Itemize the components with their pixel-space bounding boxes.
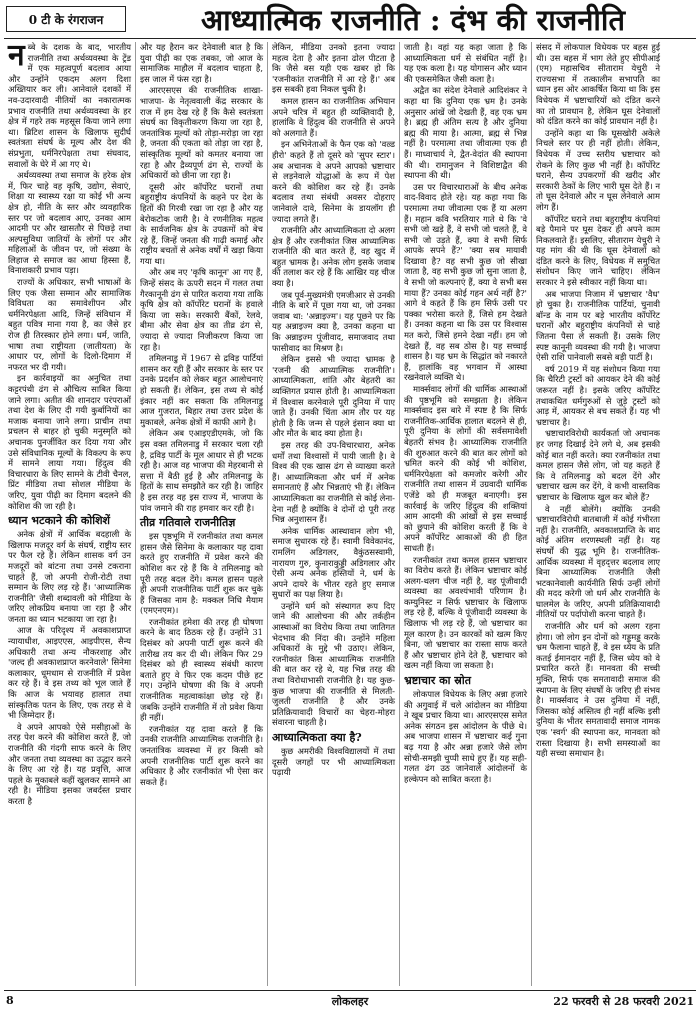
paragraph: लेकिन अब एआइएडीएमके, जो कि इस वक्त तमिलनाडु में सरकार चला रही है, द्रविड़ पार्टी के मूल आधार से ही भटक रही है। आज वह भाजपा की मेहरबानी से सत्ता में बैठी हुई है और तमिलनाडु के हितों के साथ समझौते कर रही है। जाहिर है इस तरह वह इस राज्य में, भाजपा के पांव जमाने की राह हमवार कर रही है। [140,428,263,513]
paragraph: कुछ अमरीकी विश्वविद्यालयों में तथा दूसरी जगहों पर भी आध्यात्मिकता पढ़ायी [272,746,395,778]
paragraph: अनेक धार्मिक आस्थावान लोग भी, समाज सुधारक रहे हैं। स्वामी विवेकानंद, रामलिंग अडिगलर, वैकुंठसस्वामी, नारायण गुरु, कुनाराकुड्डी अडिगलार और ऐसी अन्य अनेक हस्तियों ने, धर्म के अपने दायरे के भीतर रहते हुए समाज सुधारों का पक्ष लिया है। [272,525,395,600]
column-3 [268,42,400,986]
paragraph: मार्क्सवाद लोगों की धार्मिक आस्थाओं की पृष्ठभूमि को समझता है। लेकिन मार्क्सवाद इस बारे में स्पष्ट है कि सिर्फ राजनीतिक-आर्थिक हालात बदलने से ही, पूरी दुनिया के लोगों की सर्वसमावेशी बेहतरी संभव है। आध्यात्मिक राजनीति की शुरुआत करने की बात कर लोगों को भ्रमित करने की कोई भी कोशिश, धर्मनिरपेक्षता को कमजोर करेगी और राजनीति तथा शासन में उग्रवादी धार्मिक एजेंडे को ही मजबूत बनाएगी। इस कार्रवाई के जरिए हिंदुत्व की शक्तियां आम आदमी की आंखों से इस सच्चाई को छुपाने की कोशिश करती हैं कि वे अपने कॉर्पोरेट आकाओं की ही हित साधती हैं। [404,384,527,553]
column-1 [4,42,136,986]
paragraph: लेकिन इससे भी ज्यादा भ्रामक है 'रजनी की आध्यात्मिक राजनीति'। आध्यात्मिकता, शांति और बेहतरी का व्यक्तिगत प्रयास होती है। आध्यात्मिकता में विश्वास करनेवाले पूरी दुनिया में पाए जाते हैं। उनकी चिंता आम तौर पर यह होती है कि जन्म से पहले इंसान क्या था और मौत के बाद क्या होता है। [272,354,395,439]
paragraph: लेकिन, मीडिया उनको इतना ज्यादा महत्व देता है और इतना ढोल पीटता है कि जैसे बस यही एक खबर हो कि 'रजनीकांत राजनीति में आ रहे हैं।' अब इस सबकी हवा निकल चुकी है। [272,42,395,95]
paragraph: इन कार्रवाइयों का अनुचित तथा कट्टरपंथी ढंग से औचित्य साबित किया जाने लगा। अतीत की शानदार परंपराओं तथा देश के लिए दी गयी कुर्बानियों का मजाक बनाया जाने लगा। प्राचीन तथा प्रचलन से बाहर हो चुकी मनुस्मृति को अचानक पुनर्जीवित कर दिया गया और उसे संविधानिक मूल्यों के विकल्प के रूप में सामने लाया गया। हिंदुत्व की विचारधारा के लिए सामने के टीवी चैनल, प्रिंट मीडिया तथा सोशल मीडिया के जरिए, युवा पीढ़ी का दिमाग बदलने की कोशिश की जा रही है। [8,373,131,511]
paragraph: वे अपने आपको ऐसे मसीहाओं के तरह पेश करने की कोशिश करते हैं, जो राजनीति की गंदगी साफ करने के लिए और जनता तथा व्यवस्था का उद्धार करने के लिए आ रहे हैं। यह प्रवृत्ति, आज पहले के मुकाबले कहीं खुलकर सामने आ रही है। मीडिया इसका जबर्दस्त प्रचार करता है [8,721,131,806]
paragraph: भ्रष्टाचारविरोधी कार्यकर्ता जो अचानक हर जगह दिखाई देने लगे थे, अब इसकी कोई बात नहीं करते। क्या रजनीकांत तथा कमल हासन जैसे लोग, जो यह कहते हैं कि वे तमिलनाडु को बदल देंगे और भ्रष्टाचार खत्म कर देंगे, वे कभी वास्तविक भ्रष्टाचार के खिलाफ खुल कर बोले हैं? [536,428,660,502]
paragraph: दूसरी ओर कॉर्पोरेट घरानों तथा बहुराष्ट्रीय कंपनियों के कहने पर देश के हितों की गिरवी रखा जा रहा है और यह बेरोकटोक जारी है। वे रणनीतिक महत्व के सार्वजनिक क्षेत्र के उपक्रमों को बेच रहे हैं, जिन्हें जनता की गाढ़ी कमाई और राष्ट्रीय बचतों से अनेक वर्षों में खड़ा किया गया था। [140,181,263,266]
column-5 [532,42,664,986]
column-4 [400,42,532,986]
paragraph: इस पृष्ठभूमि में रजनीकांत तथा कमल हासन जैसे सिनेमा के कलाकार यह दावा करते हुए राजनीति में प्रवेश करने की कोशिश कर रहे हैं कि वे तमिलनाडु को पूरी तरह बदल देंगे। कमल हासन पहले ही अपनी राजनीतिक पार्टी शुरू कर चुके हैं जिसका नाम है: मक्कल निधि मैयाम (एमएनएम)। [140,531,263,616]
paragraph: राजनीति और धर्म को अलग रहना होगा। जो लोग इन दोनों को गड्डमड्ड करके भ्रम फैलाना चाहते हैं, वे इस ध्येय के प्रति कतई ईमानदार नहीं हैं, जिस ध्येय को वे प्रचारित करते हैं। मानवता की सच्ची मुक्ति, सिर्फ एक समतावादी समाज की स्थापना के लिए संघर्षों के जरिए ही संभव है। मार्क्सवाद ने उस दुनिया में नहीं, जिसका कोई अस्तित्व ही नहीं बल्कि इसी दुनिया के भीतर समतावादी समाज नामक एक 'स्वर्ग' की स्थापना कर, मानवता को रास्ता दिखाया है। सभी समस्याओं का यही सच्चा समाधान है। [536,621,660,759]
paragraph: तमिलनाडु में 1967 से द्रविड़ पार्टियां शासन कर रही हैं और सरकार के स्तर पर उनके प्रदर्शन को लेकर बहुत आलोचनाएं हो सकती हैं। लेकिन, इस तथ्य से कोई इंकार नहीं कर सकता कि तमिलनाडु आज गुजरात, बिहार तथा उत्तर प्रदेश के मुकाबले, अनेक क्षेत्रों में काफी आगे है। [140,353,263,427]
subheading: आध्यात्मिकता क्या है? [272,731,362,744]
paragraph: उस पर विचारधाराओं के बीच अनेक वाद-विवाद होते रहे। यह कहा गया कि परमात्मा तथा जीवात्मा एक हैं या अलग हैं। महान कवि भरतियार गाते थे कि 'वे सभी जो खड़े हैं, वे सभी जो चलते हैं, वे सभी जो उड़ते हैं, क्या वे सभी सिर्फ आपके सपने हैं?' 'क्या सब मायावी दिखावा है? वह सभी कुछ जो सीखा जाता है, वह सभी कुछ जो सुना जाता है, वे सभी जो कल्पनाएं हैं, क्या वे सभी बस माया हैं? उनका कोई गहन अर्थ नहीं है?' आगे वे कहते हैं कि हम सिर्फ उसी पर पक्का भरोसा करते हैं, जिसे हम देखते हैं। उनका कहना था कि उस पर विश्वास मत करो, जिसे हमने देखा नहीं। हम जो देखते हैं, वह सब ठोस है। यह सच्चाई शासन है। यह भ्रम के सिद्धांत को नकारते हैं, हालांकि वह भगवान में आस्था रखनेवाले व्यक्ति थे। [404,181,527,383]
subheading: भ्रष्टाचार का स्रोत [404,674,471,688]
bottom-divider [4,990,696,991]
page-footer [4,994,696,1010]
paragraph: अर्थव्यवस्था तथा समाज के हरेक क्षेत्र में, फिर चाहे वह कृषि, उद्योग, सेवाएं, शिक्षा या स्वास्थ्य रक्षा या कोई भी अन्य क्षेत्र हो, नीति के स्तर और व्यवहारिक स्तर पर जो बदलाव आए, उनका आम आदमी पर और खासतौर से पिछड़े तथा अल्पसुविधा जातियों के लोगों पर और महिलाओं के जीवन पर, जो संख्या के लिहाज से समाज का आधा हिस्सा हैं, विनाशकारी प्रभाव पड़ा। [8,170,131,276]
article-headline: आध्यात्मिक राजनीति : दंभ की राजनीति [201,3,625,37]
paragraph: रजनीकांत यह दावा करते हैं कि उनकी राजनीति आध्यात्मिक राजनीति है। जनतांत्रिक व्यवस्था में हर किसी को अपनी राजनीतिक पार्टी शुरू करने का अधिकार है और रजनीकांत भी ऐसा कर सकते हैं। [140,723,263,787]
paragraph: संसद में लोकपाल विधेयक पर बहस हुई थी। उस बहस में भाग लेते हुए सीपीआई (एम) महासचिव सीताराम येचुरी ने राज्यसभा में तत्कालीन सभापति का ध्यान इस ओर आकर्षित किया था कि इस विधेयक में भ्रष्टाचारियों को दंडित करने का तो प्रावधान है, लेकिन घूस देनेवालों को दंडित करने का कोई प्रावधान नहीं है। [536,42,660,127]
paragraph: उन्होंने धर्म को संस्थागत रूप दिए जाने की आलोचना की और तर्कहीन आस्थाओं का विरोध किया तथा जातिगत भेदभाव की निंदा की। उन्होंने महिला अधिकारों के मुद्दे भी उठाए। लेकिन, रजनीकांत किस आध्यात्मिक राजनीति की बात कर रहे थे, यह भिन्न तरह की तथा विरोधाभासी राजनीति है। यह कुछ-कुछ भाजपा की राजनीति से मिलती-जुलती राजनीति है और उनके प्रतिक्रियावादी विचारों का चेहरा-मोहरा संवारना चाहती है। [272,600,395,728]
paragraph: आज के परिदृश्य में अवकाशप्राप्त न्यायाधीश, आइएएस, आइपीएस, सैन्य अधिकारी तथा अन्य नौकरशाह और 'जल्द ही अवकाशप्राप्त करनेवाले' सिनेमा कलाकार, धूमधाम से राजनीति में प्रवेश कर रहे हैं। वे इस तथ्य को भूल जाते हैं कि आज के भयावह हालात तथा सांस्कृतिक पतन के लिए, एक तरह से वे भी जिम्मेदार हैं। [8,625,131,721]
paragraph: राजनीति और आध्यात्मिकता दो अलग क्षेत्र हैं और रजनीकांत जिस आध्यात्मिक राजनीति की बात करते हैं, वह खुद में बहुत भ्रामक है। अनेक लोग इसके जवाब की तलाश कर रहे हैं कि आखिर यह चीज क्या है। [272,225,396,289]
paragraph: वे नहीं बोलेंगे। क्योंकि उनकी भ्रष्टाचारविरोधी बातबाजी में कोई गंभीरता नहीं है। राजनीति, अवकाशप्राप्ति के बाद कोई अंतिम शरणस्थली नहीं है। यह संघर्षों की युद्ध भूमि है। राजनीतिक-आर्थिक व्यवस्था में वृहद्त्तर बदलाव लाए बिना आध्यात्मिक राजनीति जैसी भटकानेवाली कार्यनीति सिर्फ उन्हीं लोगों की मदद करेगी जो धर्म और राजनीति के घालमेल के जरिए, अपनी प्रतिक्रियावादी नीतियों पर पर्दापोशी करना चाहते हैं। [536,503,660,620]
paragraph: उन्होंने कहा था कि घूसखोरी अकेले निचले स्तर पर ही नहीं होती। लेकिन, विधेयक में उच्च स्तरीय भ्रष्टाचार को रोकने के लिए कुछ भी नहीं है। कॉर्पोरेट घराने, सैन्य उपकरणों की खरीद और सरकारी ठेकों के लिए भारी घूस देते हैं। न तो घूस देनेवाले और न घूस लेनेवाले आम लोग हैं। [536,127,660,212]
paragraph: रजनीकांत तथा कमल हासन भ्रष्टाचार का विरोध करते हैं। लेकिन भ्रष्टाचार कोई अलग-थलग चीज नहीं है, वह पूंजीवादी व्यवस्था का अवश्यंभावी परिणाम है। कम्युनिस्ट न सिर्फ भ्रष्टाचार के खिलाफ लड़ रहे हैं, बल्कि वे पूंजीवादी व्यवस्था के खिलाफ भी लड़ रहे हैं, जो भ्रष्टाचार का मूल कारण है। उन कारकों को खत्म किए बिना, जो भ्रष्टाचार का रास्ता साफ करते हैं और भ्रष्टाचार होने देते हैं, भ्रष्टाचार को खत्म नहीं किया जा सकता है। [404,554,527,671]
article-body [4,42,696,986]
paragraph: वर्ष 2019 में यह संशोधन किया गया कि चैरिटी ट्रस्टों को आयकर देने की कोई जरूरत नहीं है। इसके जरिए कॉर्पोरेट तथाकथित धर्मगुरुओं से जुड़े ट्रस्टों को आड़ में, आयकर से बच सकते हैं। यह भी भ्रष्टाचार है। [536,363,660,427]
paragraph: राज्यों के अधिकार, सभी भाषाओं के लिए एक जैसा सम्मान और सामाजिक विविधता का समावेशीपन और धर्मनिरपेक्षता आदि, जिन्हें संविधान में बहुत पवित्र माना गया है, का जैसे हर रोज ही तिरस्कार होने लगा। धर्म, जाति, भाषा तथा राष्ट्रीयता (जातीयता) के आधार पर, लोगों के दिलो-दिमाग में नफरत भर दी गयी। [8,277,131,372]
paragraph: अब भाजपा निजाम में भ्रष्टाचार 'वैध' हो चुका है। राजनीतिक पार्टियां, चुनावी बॉन्ड के नाम पर बड़े भारतीय कॉर्पोरेट घरानों और बहुराष्ट्रीय कंपनियों से चाहे जितना पैसा ले सकती हैं। उसके लिए स्पष्ट कानूनी व्यवस्था की गयी है। भाजपा ऐसी राशि पानेवाली सबसे बड़ी पार्टी है। [536,288,660,363]
paragraph [8,42,131,169]
paragraph: कमल हासन का राजनीतिक अभियान अपने चरित्र में बहुत ही व्यक्तिवादी है, हालांकि वे हिंदुत्व की राजनीति से अपने को अलगाते हैं। [272,95,395,138]
paragraph-text: ब्बे के दशक के बाद, भारतीय राजनीति तथा अर्थव्यवस्था के ट्रेंड में एक महत्वपूर्ण बदलाव आया और उन्होंने एकदम अलग दिशा अख्तियार कर ली। आनेवाले दशकों में नव-उदारवादी नीतियों का नकारात्मक प्रभाव राजनीति तथा अर्थव्यवस्था के हर क्षेत्र में गहरे तक महसूस किया जाने लगा था। ब्रिटिश शासन के खिलाफ सुदीर्घ स्वतंत्रता संघर्ष के मूल्य और देश की संप्रभुता, धर्मनिरपेक्षता तथा संघवाद, सवालों के घेरे में आ गए थे। [8,42,131,169]
paragraph: अद्वैत का संदेश देनेवाले आदिशंकर ने कहा था कि दुनिया एक भ्रम है। उनके अनुसार आंखें जो देखती हैं, वह एक भ्रम है। ब्रह्म ही अंतिम सत्य है और दुनिया ब्रह्म की माया है। आत्मा, ब्रह्म से भिन्न नहीं है। परमात्मा तथा जीवात्मा एक ही हैं। माध्वाचार्य ने, द्वैत-वेदांत की स्थापना की थी। रामानुजन ने विशिष्टाद्वैत की स्थापना की थी। [404,85,527,181]
column-2 [136,42,268,986]
paragraph: रजनीकांत हमेशा की तरह ही घोषणा करने के बाद ठिठक रहे हैं। उन्होंने 31 दिसंबर को अपनी पार्टी शुरू करने की तारीख तय कर दी थी। लेकिन फिर 29 दिसंबर को ही स्वास्थ्य संबंधी कारण बताते हुए वे फिर एक कदम पीछे हट गए। उन्होंने घोषणा की कि वे अपनी राजनीतिक महत्वाकांक्षा छोड़ रहे हैं। जबकि उन्होंने राजनीति में तो प्रवेश किया ही नहीं। [140,616,263,723]
publication-name: लोकलहर [331,995,369,1008]
paragraph: और यह हैरान कर देनेवाली बात है कि युवा पीढ़ी का एक तबका, जो आज के सामाजिक माहौल में बदलाव चाहता है, इस जाल में फंस रहा है। [140,42,263,84]
top-divider [4,38,696,39]
paragraph: लोकपाल विधेयक के लिए अन्ना हजारे की अगुवाई में चले आंदोलन का मीडिया ने खूब प्रचार किया था। आरएसएस समेत अनेक संगठन इस आंदोलन के पीछे थे। अब भाजपा शासन में भ्रष्टाचार कई गुना बढ़ गया है और अन्ना हजारे जैसे लोग सोची-समझी चुप्पी साधे हुए हैं। यह सही-गलत ढंग उठ जानेवाले आंदोलनों के हल्केपन को साबित करता है। [404,689,527,784]
paragraph: आरएसएस की राजनीतिक शाखा-भाजपा- के नेतृत्ववाली केंद्र सरकार के राज में हम देख रहे हैं कि कैसे स्वतंत्रता संघर्ष का विकृतीकरण किया जा रहा है, जनतांत्रिक मूल्यों को तोड़ा-मरोड़ा जा रहा है, जनता की एकता को तोड़ा जा रहा है, सांस्कृतिक मूल्यों को कमतर बनाया जा रहा है और द्रैव्यपूर्ण ढंग से, राज्यों के अधिकारों को छीना जा रहा है। [140,85,263,181]
subheading: तीव्र गतिवाले राजनीतिज्ञ [140,516,236,530]
paragraph: जब पूर्व-मुख्यमंत्री एमजीआर से उनकी नीति के बारे में पूछा गया था, जो उनका जवाब था: 'अन्नाइज्म'। यह पूछने पर कि यह अन्नाइज्म क्या है, उनका कहना था कि अन्नाइज्म पूंजीवाद, समाजवाद तथा फासीवाद का मिश्रण है। [272,289,395,353]
page-number: 8 [6,994,14,1007]
paragraph: इन अभिनेताओं के फैन एक को 'वल्र्ड हीरो' कहते हैं तो दूसरे को 'सुपर स्टार'। अब अचानक वे अपने आपको भ्रष्टाचार से लड़नेवाले योद्धाओं के रूप में पेश करने की कोशिश कर रहे हैं। उनके बदलाव तथा संबंधी अवसर दोहराए जानेवाले दावे, सिनेमा के डायलॉग ही ज्यादा लगते हैं। [272,139,395,224]
masthead [0,0,700,40]
subheading: ध्यान भटकाने की कोशिशें [8,514,111,528]
paragraph: और अब नए 'कृषि कानून' आ गए हैं, जिन्हें संसद के ऊपरी सदन में गलत तथा गैरकानूनी ढंग से पारित कराया गया ताकि कृषि क्षेत्र को कॉर्पोरेट घरानों के हवाले किया जा सके। सरकारी बैंकों, रेलवे, बीमा और सेवा क्षेत्र का तीव्र ढंग से, ज्यादा से ज्यादा निजीकरण किया जा रहा है। [140,267,263,352]
drop-cap: न [8,42,25,73]
paragraph: जाती है। वहां यह कहा जाता है कि आध्यात्मिकता धर्म से संबंधित नहीं है। यह एक कला है। यह योगासन और ध्यान की एकसमेकित जैसी कला है। [404,42,527,84]
issue-date: 22 फरवरी से 28 फरवरी 2021 [553,995,694,1008]
paragraph: कॉर्पोरेट घराने तथा बहुराष्ट्रीय कंपनियां बड़े पैमाने पर घूस देकर ही अपने काम निकलवाते हैं। इसलिए, सीताराम येचुरी ने यह मांग की थी कि घूस देनेवालों को दंडित करने के लिए, विधेयक में समुचित संशोधन किए जाने चाहिए। लेकिन सरकार ने इसे स्वीकार नहीं किया था। [536,213,660,288]
paragraph: अनेक क्षेत्रों में आर्थिक बदहाली के खिलाफ मजदूर वर्ग के संघर्ष, राष्ट्रीय स्तर पर फैल रहे हैं। लेकिन शासक वर्ग उन मजदूरों को बांटना तथा उनसे टकराना चाहते हैं, जो अपनी रोजी-रोटी तथा सम्मान के लिए लड़ रहे हैं। 'आध्यात्मिक राजनीति' जैसी शब्दावली को मीडिया के जरिए लोकप्रिय बनाया जा रहा है और जनता का ध्यान भटकाया जा रहा है। [8,529,131,624]
author-byline: 0 टी के रंगराजन [6,6,126,32]
paragraph: इस तरह की उप-विचारधारा, अनेक धर्मों तथा विश्वासों में पायी जाती है। वे विश्व की एक खास ढंग से व्याख्या करते हैं। आध्यात्मिकता और धर्म में अनेक समानताएं हैं और भिन्नताएं भी हैं। लेकिन आध्यात्मिकता का राजनीति से कोई लेना-देना नहीं है क्योंकि वे दोनों दो पूरी तरह भिन्न अनुशासन हैं। [272,439,395,525]
